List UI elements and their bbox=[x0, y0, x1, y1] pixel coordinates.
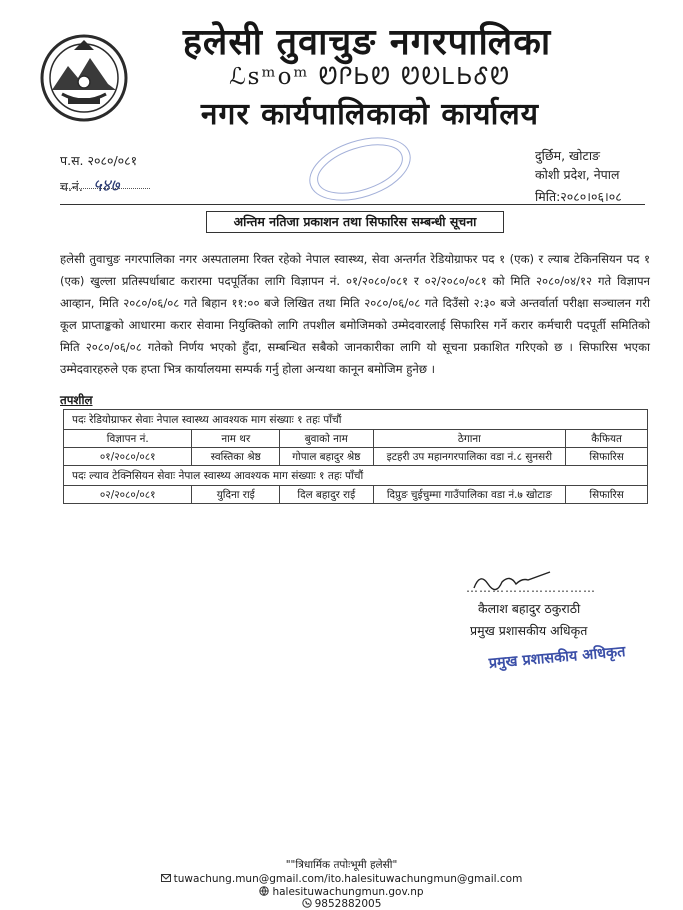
cell-name: स्वस्तिका श्रेष्ठ bbox=[192, 448, 280, 466]
notice-subject: अन्तिम नतिजा प्रकाशन तथा सिफारिस सम्बन्धी सूचना bbox=[206, 211, 504, 233]
header-vigyapan: विज्ञापन नं. bbox=[64, 430, 192, 448]
footer-email bbox=[0, 873, 683, 885]
address-line-2: कोशी प्रदेश, नेपाल bbox=[535, 167, 620, 182]
nepal-emblem-icon bbox=[38, 32, 130, 124]
chalani-underline bbox=[60, 188, 150, 189]
footer-phone bbox=[0, 898, 683, 910]
footer-phone-text: 9852882005 bbox=[314, 898, 382, 910]
header-divider bbox=[60, 204, 645, 205]
patra-sankhya: प.स. २०८०/०८१ bbox=[60, 153, 138, 168]
cell-remarks: सिफारिस bbox=[566, 448, 648, 466]
signatory-name: कैलाश बहादुर ठकुराठी bbox=[478, 601, 581, 616]
footer-website bbox=[0, 886, 683, 898]
cell-father: गोपाल बहादुर श्रेष्ठ bbox=[280, 448, 373, 466]
cell-address: इटहरी उप महानगरपालिका वडा नं.८ सुनसरी bbox=[373, 448, 566, 466]
signatory-title: प्रमुख प्रशासकीय अधिकृत bbox=[470, 623, 588, 638]
footer-website-text: halesituwachungmun.gov.np bbox=[272, 886, 424, 898]
office-title: नगर कार्यपालिकाको कार्यालय bbox=[200, 97, 540, 132]
table-header-row bbox=[64, 430, 648, 448]
notice-body: हलेसी तुवाचुङ नगरपालिका नगर अस्पतालमा रिक्त रहेको नेपाल स्वास्थ्य, सेवा अन्तर्गत रेडियोग्राफर पद १ (एक) र ल्याब टेकिनसियन पद १ (एक) खुल्ला प्रतिस्पर्धाबाट करारमा पदपूर्तिका लागि विज्ञापन नं. ०१/२०८०/०८१ र ०२/२०८०/०८१ को मिति २०८०/०४/१२ गते विज्ञापन आव्हान, मिति २०८०/०६/०८ गते बिहान ११:०० बजे लिखित तथा मिति २०८०/०६/०८ गते दिउँसो २:३० बजे अन्तर्वार्ता परीक्षा सञ्चालन गरी कूल प्राप्ताङ्कको आधारमा करार सेवामा नियुक्तिको लागि तपशील बमोजिमको उम्मेदवारलाई सिफारिस गर्ने करार कर्मचारी पदपूर्ती समितिको मिति २०८०/०६/०८ गतेको निर्णय भएको हुँदा, सम्बन्धित सबैको जानकारीका लागि यो सूचना प्रकाशित गरिएको छ । सिफारिस भएका उम्मेदवारहरुले एक हप्ता भित्र कार्यालयमा सम्पर्क गर्नु होला अन्यथा कानून बमोजिम हुनेछ । bbox=[60, 252, 650, 376]
post-info-row bbox=[64, 410, 648, 430]
chalani-handwritten: ५४७ bbox=[92, 176, 120, 196]
cell-address: दिप्रुङ चुईचुम्मा गाउँपालिका वडा नं.७ खोटाङ bbox=[373, 486, 566, 504]
post-info-row bbox=[64, 466, 648, 486]
signature-dots: ………………………… bbox=[466, 581, 596, 595]
phone-icon bbox=[302, 898, 312, 908]
letter-date: मिति:२०८०।०६।०८ bbox=[535, 189, 622, 204]
globe-icon bbox=[259, 886, 269, 896]
header-name: नाम थर bbox=[192, 430, 280, 448]
footer-motto: ""त्रिधार्मिक तपोःभूमी हलेसी" bbox=[285, 859, 398, 871]
post-info-radiographer: पदः रेडियोग्राफर सेवाः नेपाल स्वास्थ्य आवश्यक माग संख्याः १ तहः पाँचौं bbox=[64, 410, 648, 430]
table-row bbox=[64, 486, 648, 504]
header-remarks: कैफियत bbox=[566, 430, 648, 448]
municipality-script-title: ℒꜱᵐᴏᵐ ᏬᎵᏏᏬ ᏬᎧᏞᏏᎴᏬ bbox=[229, 64, 511, 90]
header-address: ठेगाना bbox=[373, 430, 566, 448]
municipality-title: हलेसी तुवाचुङ नगरपालिका bbox=[182, 21, 552, 63]
cell-name: युदिना राई bbox=[192, 486, 280, 504]
designation-stamp: प्रमुख प्रशासकीय अधिकृत bbox=[488, 644, 627, 672]
chalani-label: च.नं. bbox=[60, 179, 83, 194]
cell-vigyapan: ०२/२०८०/०८१ bbox=[64, 486, 192, 504]
office-stamp bbox=[300, 128, 420, 210]
mail-icon bbox=[161, 873, 171, 883]
chalani-number bbox=[60, 173, 119, 196]
details-label: तपशील bbox=[60, 393, 93, 407]
address-line-1: दुर्छिम, खोटाङ bbox=[535, 148, 601, 163]
header-father: बुवाको नाम bbox=[280, 430, 373, 448]
table-row bbox=[64, 448, 648, 466]
cell-vigyapan: ०१/२०८०/०८१ bbox=[64, 448, 192, 466]
results-table bbox=[63, 409, 648, 504]
post-info-lab-technician: पदः ल्याव टेक्निसियन सेवाः नेपाल स्वास्थ्य आवश्यक माग संख्याः १ तहः पाँचौं bbox=[64, 466, 648, 486]
cell-father: दिल बहादुर राई bbox=[280, 486, 373, 504]
footer-email-text: tuwachung.mun@gmail.com/ito.halesituwachungmun@gmail.com bbox=[173, 873, 523, 885]
cell-remarks: सिफारिस bbox=[566, 486, 648, 504]
